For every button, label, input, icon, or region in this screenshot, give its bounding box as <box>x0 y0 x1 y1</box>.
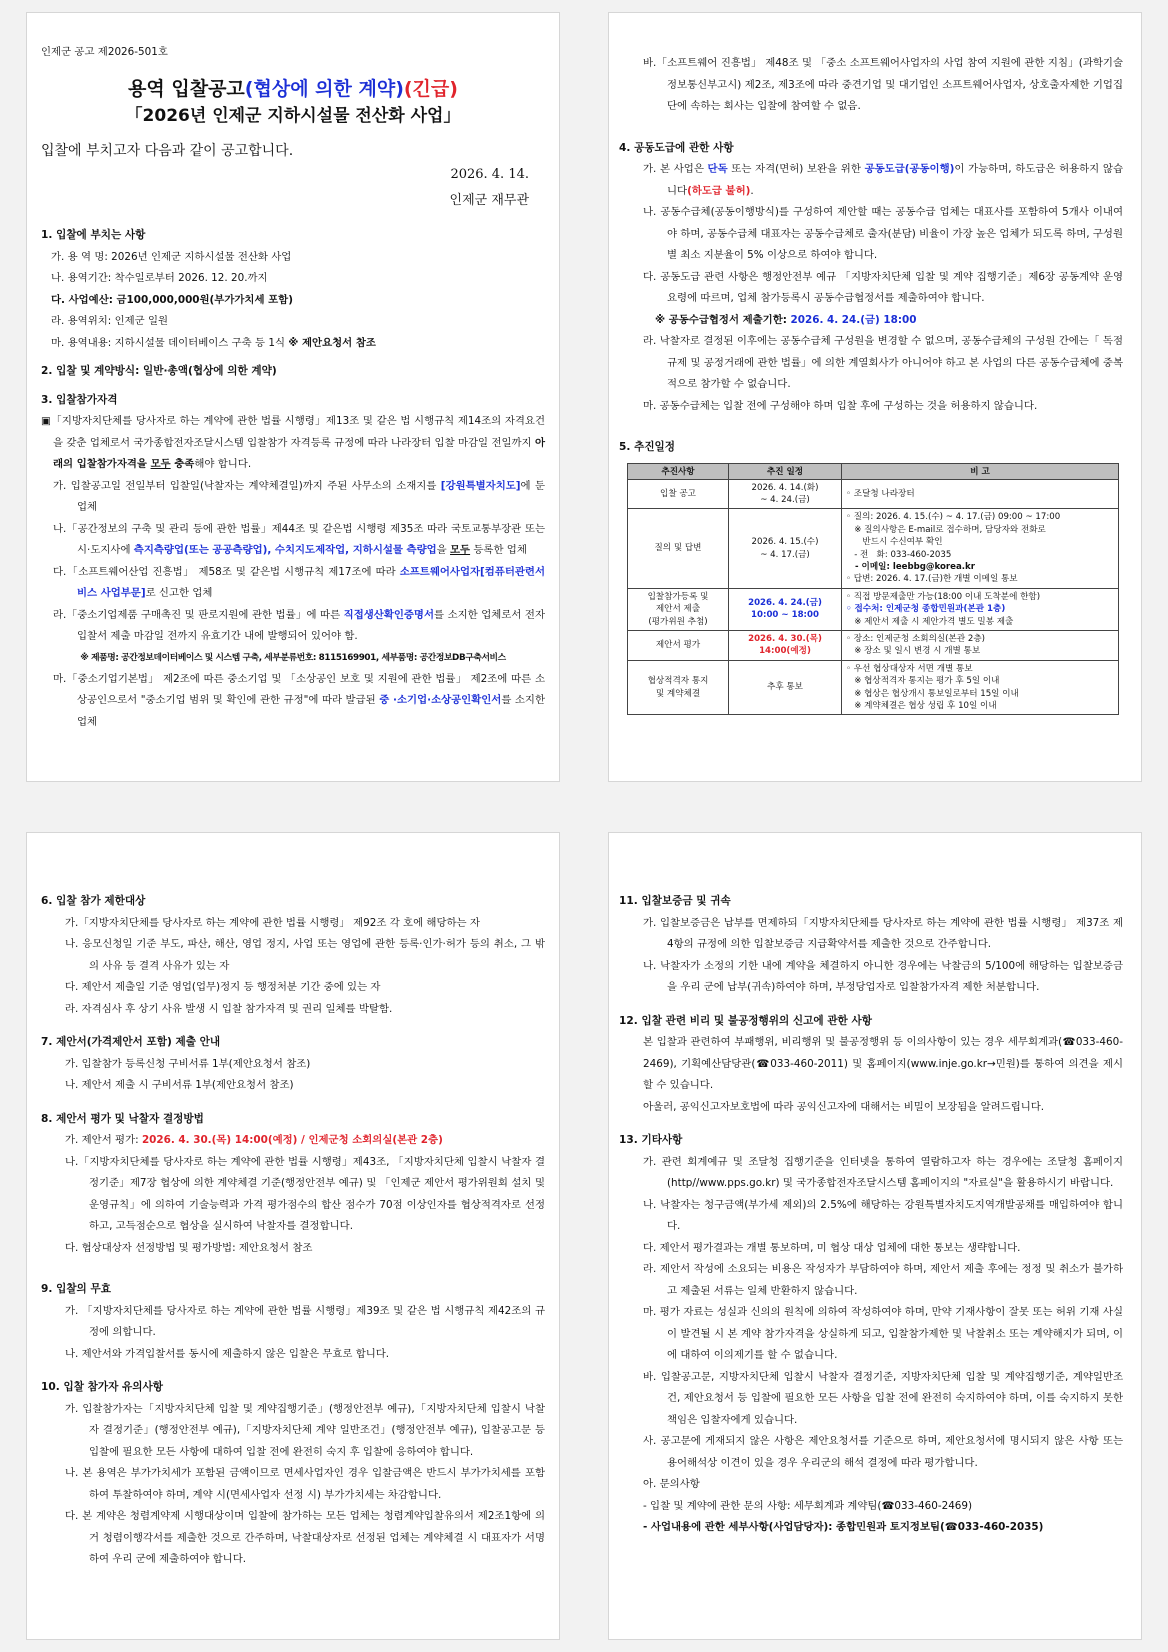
eligibility-intro: ▣「지방자치단체를 당사자로 하는 계약에 관한 법률 시행령」제13조 및 같은 법 시행규칙 제14조의 자격요건을 갖춘 업체로서 국가종합전자조달시스템 입찰참가 자격등록 규정에 따라 나라장터 입찰 마감일 전일까지 아래의 입찰참가자격을 모두 충족해야 합니다. <box>41 415 545 470</box>
section-7-heading: 7. 제안서(가격제안서 포함) 제출 안내 <box>41 1036 221 1048</box>
schedule-note-line: ◦ 우선 협상대상자 서면 개별 통보 <box>846 663 973 674</box>
joint-ra: 라. 낙찰자로 결정된 이후에는 공동수급체 구성원을 변경할 수 없으며, 공동수급체의 구성원 간에는「 독점규제 및 공정거래에 관한 법률」에 의한 계열회사가 아니어야 하고 본 사업의 다른 공동수급체에 중복적으로 참가할 수 없습니다. <box>643 335 1123 390</box>
section-2-heading: 2. 입찰 및 계약방식: 일반·총액(협상에 의한 계약) <box>41 365 277 377</box>
restrict-na: 나. 응모신청일 기준 부도, 파산, 해산, 영업 정지, 사업 또는 영업에 관한 등록·인가·허가 등의 취소, 그 밖의 사유 등 결격 사유가 있는 자 <box>65 938 545 972</box>
joint-deadline-note: ※ 공동수급협정서 제출기한: 2026. 4. 24.(금) 18:00 <box>655 313 917 326</box>
schedule-note-line: - 이메일: leebbg@korea.kr <box>846 561 975 572</box>
deposit-ga: 가. 입찰보증금은 납부를 면제하되「지방자치단체를 당사자로 하는 계약에 관한 법률 시행령」 제37조 제4항의 규정에 의한 입찰보증금 지급확약서를 제출한 것으로 간주합니다. <box>643 916 1123 950</box>
schedule-row <box>628 630 1119 660</box>
issuer: 인제군 재무관 <box>449 193 529 208</box>
intro-text: 입찰에 부치고자 다음과 같이 공고합니다. <box>41 143 294 159</box>
section-9-heading: 9. 입찰의 무효 <box>41 1283 111 1295</box>
caution-ga: 가. 입찰참가자는「지방자치단체 입찰 및 계약집행기준」(행정안전부 예규),「지방자치단체 입찰시 낙찰자 결정기준」(행정안전부 예규),「지방자치단체 계약 일반조건」(행정안전부 예규), 입찰공고문 등 입찰에 필요한 모든 사항에 대하여 입찰 전에 완전히 숙지 후 입찰에 응하여야 합니다. <box>65 1402 545 1458</box>
submit-na: 나. 제안서 제출 시 구비서류 1부(제안요청서 참조) <box>65 1079 294 1091</box>
schedule-note <box>842 588 1119 630</box>
schedule-row <box>628 509 1119 588</box>
schedule-date: 2026. 4. 14.(화) ~ 4. 24.(금) <box>729 479 842 509</box>
eval-da: 다. 협상대상자 선정방법 및 평가방법: 제안요청서 참조 <box>65 1241 313 1254</box>
notice-number: 인제군 공고 제2026-501호 <box>41 46 168 58</box>
invalid-ga: 가. 「지방자치단체를 당사자로 하는 계약에 관한 법률 시행령」제39조 및 같은 법 시행규칙 제42조의 규정에 의합니다. <box>65 1304 545 1338</box>
invalid-na: 나. 제안서와 가격입찰서를 동시에 제출하지 않은 입찰은 무효로 합니다. <box>65 1347 390 1360</box>
misc-ba: 바. 입찰공고문, 지방자치단체 입찰시 낙찰자 결정기준, 지방자치단체 입찰 및 계약집행기준, 계약일반조건, 제안요청서 등 입찰에 필요한 모든 사항을 입찰 전에 완전히 숙지하여야 하며, 이를 숙지하지 못한 책임은 입찰자에게 있습니다. <box>643 1370 1123 1426</box>
page-2 <box>608 12 1142 782</box>
schedule-date: 2026. 4. 24.(금) 10:00 ~ 18:00 <box>729 588 842 630</box>
notice-title: 용역 입찰공고(협상에 의한 계약)(긴급) <box>128 78 458 100</box>
schedule-note-line: ◦ 조달청 나라장터 <box>846 488 915 499</box>
schedule-row <box>628 479 1119 509</box>
section-11-heading: 11. 입찰보증금 및 귀속 <box>619 895 731 907</box>
schedule-row <box>628 588 1119 630</box>
report-paragraph-2: 아울러, 공익신고자보호법에 따라 공익신고자에 대해서는 비밀이 보장됨을 알려드립니다. <box>643 1100 1045 1113</box>
section-6-heading: 6. 입찰 참가 제한대상 <box>41 895 146 907</box>
restrict-ra: 라. 자격심사 후 상기 사유 발생 시 입찰 참가자격 및 권리 일체를 박탈함. <box>65 1002 393 1015</box>
misc-ra: 라. 제안서 작성에 소요되는 비용은 작성자가 부담하여야 하며, 제안서 제출 후에는 정정 및 취소가 불가하고 제출된 서류는 일체 반환하지 않습니다. <box>643 1263 1123 1297</box>
joint-ga: 가. 본 사업은 단독 또는 자격(면허) 보완을 위한 공동도급(공동이행)이 가능하며, 하도급은 허용하지 않습니다(하도급 불허). <box>643 163 1123 197</box>
page-4 <box>608 832 1142 1640</box>
misc-sa: 사. 공고문에 게재되지 않은 사항은 제안요청서를 기준으로 하며, 제안요청서에 명시되지 않은 사항 또는 용어해석상 이견이 있을 경우 우리군의 해석 결정에 따라 평가합니다. <box>643 1435 1123 1469</box>
report-paragraph-1: 본 입찰과 관련하여 부패행위, 비리행위 및 불공정행위 등 이의사항이 있는 경우 세무회계과(☎033-460-2469), 기획예산담당관(☎033-460-2011) 및 홈페이지(www.inje.go.kr→민원)를 통하여 의견을 제시할 수 있습니다. <box>643 1036 1123 1091</box>
eligibility-na: 나.「공간정보의 구축 및 관리 등에 관한 법률」제44조 및 같은법 시행령 제35조 따라 국토교통부장관 또는 시·도지사에 측지측량업(또는 공공측량업), 수치지도제작업, 지하시설물 측량업을 모두 등록한 업체 <box>53 522 545 556</box>
schedule-note-line: ◦ 접수처: 인제군청 종합민원과(본관 1층) <box>846 604 1006 615</box>
schedule-header-item: 추진사항 <box>628 463 729 479</box>
section-8-heading: 8. 제안서 평가 및 낙찰자 결정방법 <box>41 1112 204 1125</box>
schedule-note-line: ※ 질의사항은 E-mail로 접수하며, 담당자와 전화로 <box>846 524 1046 535</box>
section-13-heading: 13. 기타사항 <box>619 1134 683 1146</box>
eligibility-ma: 마.「중소기업기본법」 제2조에 따른 중소기업 및 「소상공인 보호 및 지원에 관한 법률」 제2조에 따른 소상공인으로서 "중소기업 범위 및 확인에 관한 규정"에 따라 발급된 중 ·소기업·소상공인확인서를 소지한 업체 <box>53 672 545 728</box>
schedule-item: 제안서 평가 <box>628 630 729 660</box>
eligibility-da: 다.「소프트웨어산업 진흥법」 제58조 및 같은법 시행규칙 제17조에 따라 소프트웨어사업자[컴퓨터관련서비스 사업부문]로 신고한 업체 <box>53 565 545 599</box>
eligibility-ba: 바.「소프트웨어 진흥법」 제48조 및 「중소 소프트웨어사업자의 사업 참여 지원에 관한 지침」(과학기술정보통신부고시) 제2조, 제3조에 따라 중견기업 및 대기업인 소프트웨어사업자, 상호출자제한 기업집단에 속하는 회사는 입찰에 참여할 수 없음. <box>643 57 1123 112</box>
item-location: 라. 용역위치: 인제군 일원 <box>51 315 169 327</box>
schedule-note-line: ※ 계약체결은 협상 성립 후 10일 이내 <box>846 701 997 711</box>
schedule-header-date: 추진 일정 <box>729 463 842 479</box>
section-10-heading: 10. 입찰 참가자 유의사항 <box>41 1381 163 1393</box>
page-3 <box>26 832 560 1640</box>
misc-ga: 가. 관련 회계예규 및 조달청 집행기준을 인터넷을 통하여 열람하고자 하는 경우에는 조달청 홈페이지 (http//www.pps.go.kr) 및 국가종합전자조달시스템 홈페이지의 "자료실"을 활용하시기 바랍니다. <box>643 1155 1123 1189</box>
joint-ma: 마. 공동수급체는 입찰 전에 구성해야 하며 입찰 후에 구성하는 것을 허용하지 않습니다. <box>643 399 1038 412</box>
schedule-note-line: ◦ 장소: 인제군청 소회의실(본관 2층) <box>846 633 985 644</box>
schedule-table <box>627 463 1119 716</box>
schedule-note-line: ◦ 답변: 2026. 4. 17.(금)한 개별 이메일 통보 <box>846 574 1018 585</box>
schedule-item: 협상적격자 통지 및 계약체결 <box>628 660 729 715</box>
schedule-note-line: ◦ 직접 방문제출만 가능(18:00 이내 도착분에 한함) <box>846 591 1041 602</box>
page-1 <box>26 12 560 782</box>
section-3-heading: 3. 입찰참가자격 <box>41 393 118 406</box>
restrict-ga: 가.「지방자치단체를 당사자로 하는 계약에 관한 법률 시행령」 제92조 각 호에 해당하는 자 <box>65 916 480 929</box>
schedule-note-line: ◦ 질의: 2026. 4. 15.(수) ~ 4. 17.(금) 09:00 ~ 17:00 <box>846 512 1061 523</box>
section-5-heading: 5. 추진일정 <box>619 441 676 453</box>
notice-date: 2026. 4. 14. <box>450 167 529 182</box>
eligibility-ra: 라.「중소기업제품 구매촉진 및 판로지원에 관한 법률」에 따른 직접생산확인증명서를 소지한 업체로서 전자입찰서 제출 마감일 전까지 유효기간 내에 발행되어 있어야 함. <box>53 608 545 642</box>
section-4-heading: 4. 공동도급에 관한 사항 <box>619 141 734 154</box>
schedule-note-line: ※ 제안서 제출 시 제안가격 별도 밀봉 제출 <box>846 616 1014 627</box>
item-content: 마. 용역내용: 지하시설물 데이터베이스 구축 등 1식 ※ 제안요청서 참조 <box>51 336 376 349</box>
schedule-date: 2026. 4. 15.(수) ~ 4. 17.(금) <box>729 509 842 588</box>
section-1-heading: 1. 입찰에 부치는 사항 <box>41 229 146 241</box>
schedule-header-row <box>628 463 1119 479</box>
misc-ma: 마. 평가 자료는 성실과 신의의 원칙에 의하여 작성하여야 하며, 만약 기재사항이 잘못 또는 허위 기재 사실이 발견될 시 본 계약 참가자격을 상실하게 되고, 입찰참가제한 및 낙찰취소 또는 계약해지가 되며, 이에 대하여 이의제기를 할 수 없습니다. <box>643 1306 1123 1361</box>
section-12-heading: 12. 입찰 관련 비리 및 불공정행위의 신고에 관한 사항 <box>619 1014 872 1027</box>
schedule-row <box>628 660 1119 715</box>
misc-da: 다. 제안서 평가결과는 개별 통보하며, 미 협상 대상 업체에 대한 통보는 생략합니다. <box>643 1241 1021 1254</box>
schedule-note-line: - 전 화: 033-460-2035 <box>846 549 952 560</box>
schedule-note-line: ※ 협상은 협상개시 통보일로부터 15일 이내 <box>846 688 1019 699</box>
submit-ga: 가. 입찰참가 등록신청 구비서류 1부(제안요청서 참조) <box>65 1057 311 1070</box>
schedule-item: 입찰 공고 <box>628 479 729 509</box>
schedule-item: 질의 및 답변 <box>628 509 729 588</box>
schedule-note <box>842 509 1119 588</box>
misc-na: 나. 낙찰자는 청구금액(부가세 제외)의 2.5%에 해당하는 강원특별자치도지역개발공채를 매입하여야 합니다. <box>643 1198 1123 1232</box>
eligibility-ga: 가. 입찰공고일 전일부터 입찰일(낙찰자는 계약체결일)까지 주된 사무소의 소재지를 [강원특별자치도]에 둔 업체 <box>53 479 545 513</box>
schedule-date: 2026. 4. 30.(목) 14:00(예정) <box>729 630 842 660</box>
eval-na: 나.「지방자치단체를 당사자로 하는 계약에 관한 법률 시행령」제43조, 「지방자치단체 입찰시 낙찰자 결정기준」제7장 협상에 의한 계약체결 기준(행정안전부 예규) 및 「인제군 제안서 평가위원회 설치 및 운영규칙」에 의하여 기술능력과 가격 평가점수의 합산 점수가 70점 이상인자를 협상적격자로 선정하고, 고득점순으로 협상을 실시하여 낙찰자를 결정합니다. <box>65 1155 545 1232</box>
joint-na: 나. 공동수급체(공동이행방식)를 구성하여 제안할 때는 공동수급 업체는 대표사를 포함하여 5개사 이내여야 하며, 공동수급체 대표자는 공동수급체로 출자(분담) 비율이 가장 높은 업체가 되도록 하며, 구성원별 최소 지분율이 5% 이상으로 하여야 합니다. <box>643 206 1123 261</box>
contact-contract: - 입찰 및 계약에 관한 문의 사항: 세무회계과 계약팀(☎033-460-2469) <box>643 1499 973 1512</box>
schedule-note-line: ※ 장소 및 일시 변경 시 개별 통보 <box>846 646 981 657</box>
eval-ga: 가. 제안서 평가: 2026. 4. 30.(목) 14:00(예정) / 인제군청 소회의실(본관 2층) <box>65 1134 443 1146</box>
schedule-header-note: 비 고 <box>842 463 1119 479</box>
project-title: 「2026년 인제군 지하시설물 전산화 사업」 <box>125 106 461 126</box>
item-service-period: 나. 용역기간: 착수일로부터 2026. 12. 20.까지 <box>51 272 268 284</box>
item-budget: 다. 사업예산: 금100,000,000원(부가가치세 포함) <box>51 293 293 306</box>
schedule-note <box>842 630 1119 660</box>
caution-da: 다. 본 계약은 청렴계약제 시행대상이며 입찰에 참가하는 모든 업체는 청렴계약입찰유의서 제2조1항에 의거 청렴이행각서를 제출한 것으로 간주하며, 낙찰대상자로 선정된 업체는 계약체결 시 대표자가 서명하여 우리 군에 제출하여야 합니다. <box>65 1510 545 1565</box>
deposit-na: 나. 낙찰자가 소정의 기한 내에 계약을 체결하지 아니한 경우에는 낙찰금의 5/100에 해당하는 입찰보증금을 우리 군에 납부(귀속)하여야 하며, 부정당업자로 입찰참가자격 제한 처분합니다. <box>643 959 1123 993</box>
schedule-note-line: ※ 협상적격자 통지는 평가 후 5일 이내 <box>846 676 1000 687</box>
contact-business: - 사업내용에 관한 세부사항(사업담당자): 종합민원과 토지정보팀(☎033-460-2035) <box>643 1521 1044 1533</box>
item-service-name: 가. 용 역 명: 2026년 인제군 지하시설물 전산화 사업 <box>51 250 292 263</box>
schedule-body <box>628 479 1119 715</box>
misc-a: 아. 문의사항 <box>643 1478 700 1490</box>
caution-na: 나. 본 용역은 부가가치세가 포함된 금액이므로 면세사업자인 경우 입찰금액은 반드시 부가가치세를 포함하여 투찰하여야 하며, 계약 시(면세사업자 선정 시) 부가가치세는 차감합니다. <box>65 1467 545 1501</box>
schedule-note <box>842 660 1119 715</box>
restrict-da: 다. 제안서 제출일 기준 영업(업무)정지 등 행정처분 기간 중에 있는 자 <box>65 981 381 993</box>
schedule-item: 입찰참가등록 및 제안서 제출 (평가위원 추첨) <box>628 588 729 630</box>
schedule-note <box>842 479 1119 509</box>
joint-da: 다. 공동도급 관련 사항은 행정안전부 예규 「지방자치단체 입찰 및 계약 집행기준」제6장 공동계약 운영요령에 따르며, 업체 참가등록시 공동수급협정서를 제출하여야 합니다. <box>643 270 1123 304</box>
schedule-date: 추후 통보 <box>729 660 842 715</box>
schedule-note-line: 반드시 수신여부 확인 <box>846 537 943 548</box>
product-note: ※ 제품명: 공간정보데이터베이스 및 시스템 구축, 세부분류번호: 8115169901, 세부품명: 공간정보DB구축서비스 <box>80 652 506 663</box>
